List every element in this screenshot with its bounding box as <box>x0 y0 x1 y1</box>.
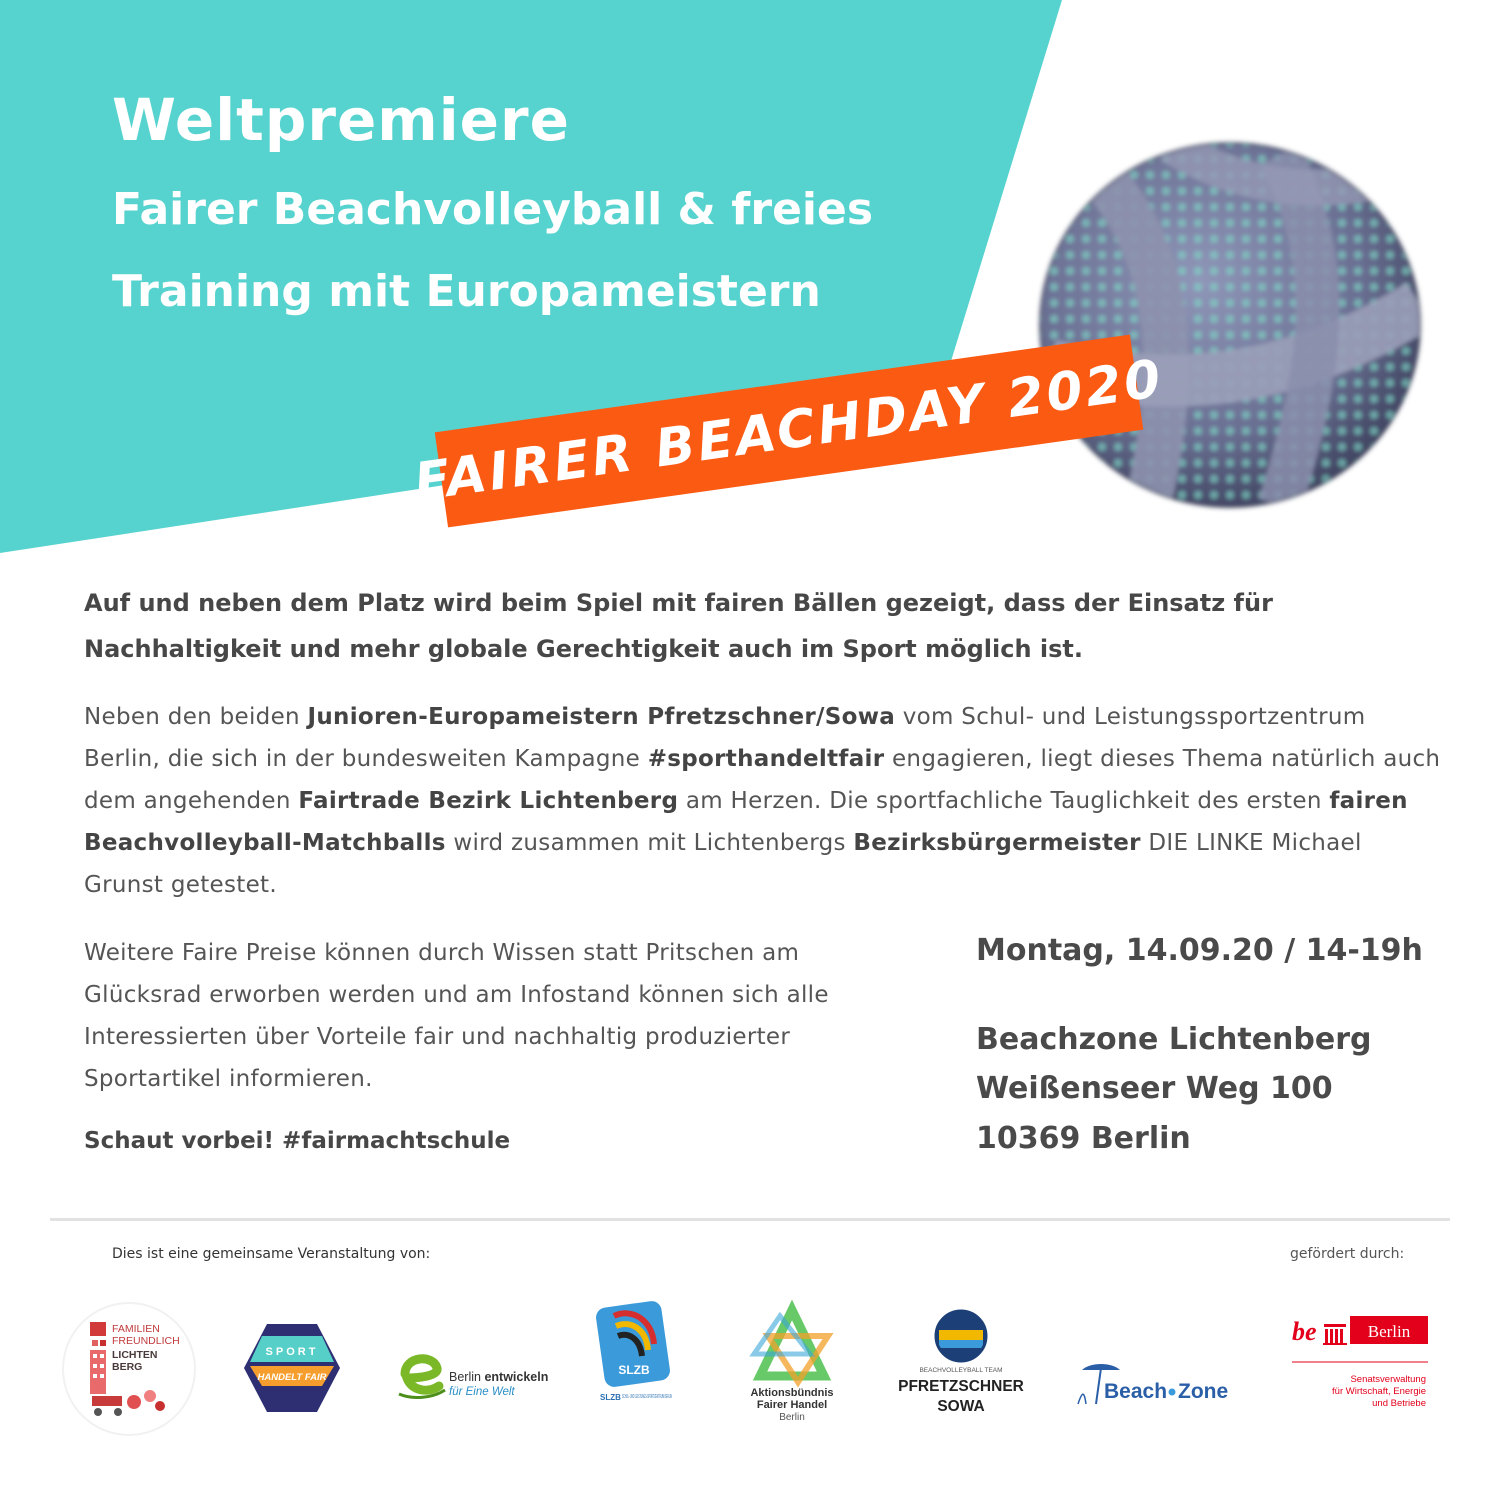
handelt-fair-text: HANDELT FAIR <box>257 1372 327 1383</box>
aktions-text-2: Fairer Handel <box>756 1399 828 1411</box>
event-city: 10369 Berlin <box>976 1121 1191 1156</box>
sport-handelt-fair-logo <box>242 1322 342 1414</box>
aktionsbuendnis-fairer-handel-logo <box>740 1306 844 1424</box>
event-date: Montag, 14.09.20 / 14-19h <box>976 933 1423 968</box>
bold-champions: Junioren-Europameistern Pfretzschner/Sowa <box>307 704 896 730</box>
aktions-text-1: Aktionsbündnis <box>750 1387 834 1399</box>
senat-text-3: und Betriebe <box>1372 1398 1426 1409</box>
sowa-text: SOWA <box>937 1398 985 1415</box>
headline-subtitle-line2: Training mit Europameistern <box>112 266 821 317</box>
sport-text: SPORT <box>265 1346 319 1358</box>
text-run: DIE LINKE Michael Grunst getestet. <box>84 830 1362 898</box>
text-run: am Herzen. Die sportfachliche Tauglichkeit des ersten <box>678 788 1330 814</box>
berlin-word: Berlin <box>1367 1322 1411 1341</box>
hashtag-sporthandeltfair: #sporthandeltfair <box>647 746 885 772</box>
beach-word: Beach <box>1104 1380 1168 1403</box>
berlin-entwickeln-logo <box>393 1344 563 1402</box>
familien-text-3: LICHTEN <box>112 1349 158 1361</box>
senat-text-2: für Wirtschaft, Energie <box>1332 1386 1426 1397</box>
footer-divider <box>50 1218 1450 1221</box>
beachzone-logo <box>1074 1360 1254 1410</box>
bold-mayor: Bezirksbürgermeister <box>853 830 1141 856</box>
familien-text-1: FAMILIEN <box>112 1323 160 1335</box>
familien-text-2: FREUNDLICH <box>112 1335 180 1347</box>
slzb-text: SLZB <box>618 1363 650 1377</box>
event-venue: Beachzone Lichtenberg <box>976 1022 1372 1057</box>
bold-fairtrade-district: Fairtrade Bezirk Lichtenberg <box>298 788 679 814</box>
headline-subtitle-line1: Fairer Beachvolleyball & freies <box>112 184 874 235</box>
text-run: vom Schul- und Leistungssportzentrum Berlin, die sich in der bundesweiten Kampagne <box>84 704 1366 772</box>
berlin-entwickeln-text: Berlin entwickeln <box>449 1370 549 1384</box>
slzb-small-label: SLZB <box>600 1393 621 1402</box>
prizes-paragraph: Weitere Faire Preise können durch Wissen statt Pritschen am Glücksrad erworben werden und am Infostand können sich alle Interessierten über Vorteile fair und nachhaltig produzierter Sportartikel informieren. <box>84 940 829 1092</box>
description-paragraph <box>84 696 1444 906</box>
event-street: Weißenseer Weg 100 <box>976 1071 1333 1106</box>
text-run: Neben den beiden <box>84 704 308 730</box>
zone-word: Zone <box>1178 1380 1229 1403</box>
call-to-action: Schaut vorbei! #fairmachtschule <box>84 1128 511 1154</box>
beach-team-pfretzschner-sowa-logo <box>898 1306 1024 1418</box>
be-berlin-senat-logo <box>1290 1310 1430 1414</box>
lead-paragraph: Auf und neben dem Platz wird beim Spiel mit fairen Bällen gezeigt, dass der Einsatz für Nachhaltigkeit und mehr globale Gerechtigkeit auch im Sport möglich ist. <box>84 589 1273 663</box>
beach-team-small-text: BEACHVOLLEYBALL TEAM <box>919 1367 1003 1374</box>
text-run: wird zusammen mit Lichtenbergs <box>445 830 854 856</box>
senat-text-1: Senatsverwaltung <box>1350 1374 1426 1385</box>
bold-matchball: fairen Beachvolleyball-Matchballs <box>84 788 1408 856</box>
pfretzschner-text: PFRETZSCHNER <box>898 1378 1024 1395</box>
slzb-small-text: SCHUL- UND LEISTUNGS-SPORTZENTRUM BERLIN <box>622 1394 673 1400</box>
familien-text-4: BERG <box>112 1361 143 1373</box>
headline-title: Weltpremiere <box>112 86 570 154</box>
fuer-eine-welt-text: für Eine Welt <box>449 1386 515 1398</box>
funded-by-label: gefördert durch: <box>1290 1246 1405 1262</box>
slzb-logo <box>594 1300 676 1412</box>
familienfreundlich-lichtenberg-logo <box>62 1302 196 1436</box>
volleyball-image <box>1030 135 1430 515</box>
aktions-text-3: Berlin <box>779 1412 805 1423</box>
joint-event-label: Dies ist eine gemeinsame Veranstaltung von: <box>112 1246 431 1262</box>
be-mark: be <box>1292 1317 1317 1346</box>
text-run: engagieren, liegt dieses Thema natürlich auch dem angehenden <box>84 746 1441 814</box>
event-banner-text: FAIRER BEACHDAY 2020 <box>410 348 1168 514</box>
